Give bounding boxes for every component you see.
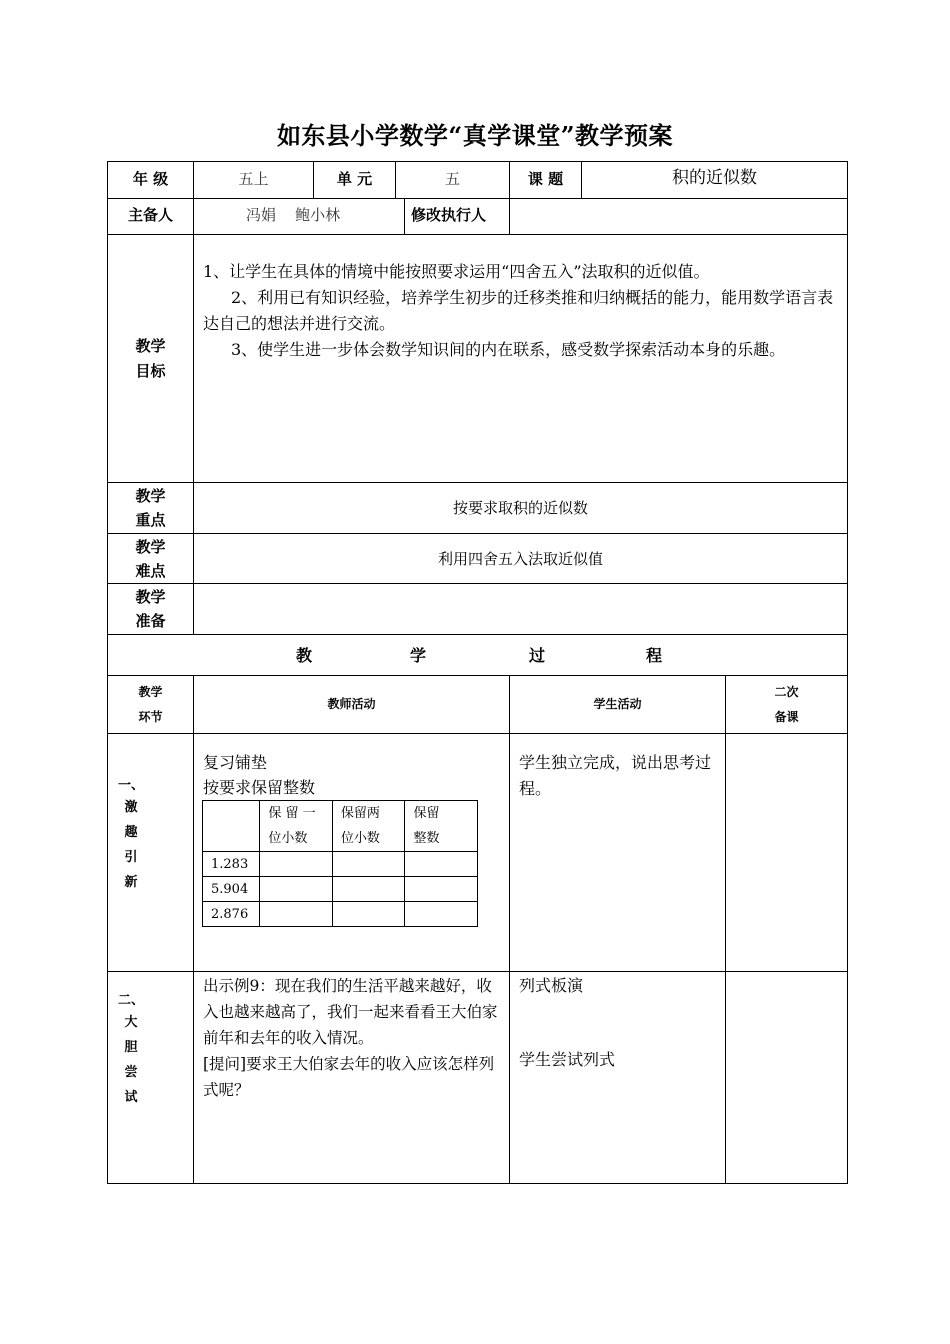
col-student: 学生活动 xyxy=(593,697,642,711)
stage-char: 一、 xyxy=(117,778,144,793)
table-cell xyxy=(260,877,333,902)
process-heading-char: 教 xyxy=(296,646,313,665)
table-header xyxy=(332,801,405,852)
table-corner xyxy=(203,801,260,852)
table-header-line: 位小数 xyxy=(340,831,380,846)
table-cell: 2.876 xyxy=(203,902,260,927)
section2-student-2: 学生尝试列式 xyxy=(519,1050,616,1069)
grade-label: 年 级 xyxy=(132,170,169,188)
reviser-label: 修改执行人 xyxy=(411,206,487,224)
stage-char: 试 xyxy=(124,1090,138,1105)
stage-char: 引 xyxy=(124,850,138,865)
goal-item-3: 3、使学生进一步体会数学知识间的内在联系，感受数学探索活动本身的乐趣。 xyxy=(231,340,786,359)
stage-char: 胆 xyxy=(124,1040,138,1055)
difficulty-label-2: 难点 xyxy=(135,562,166,580)
table-header-line: 整数 xyxy=(413,831,440,846)
goal-item-2: 2、利用已有知识经验，培养学生初步的迁移类推和归纳概括的能力，能用数学语言表达自己的想法并进行交流。 xyxy=(203,288,834,333)
col-teacher: 教师活动 xyxy=(327,697,376,711)
section2-teacher: 出示例9：现在我们的生活平越来越好，收入也越来越高了，我们一起来看看王大伯家前年和去年的收入情况。 [提问]要求王大伯家去年的收入应该怎样列式呢？ xyxy=(203,977,498,1099)
stage-char: 激 xyxy=(124,800,138,815)
table-row xyxy=(203,902,478,927)
table-cell xyxy=(405,852,478,877)
process-heading-char: 学 xyxy=(410,646,427,665)
stage-char: 趣 xyxy=(124,825,138,840)
key-point-label-1: 教学 xyxy=(135,487,166,505)
table-cell xyxy=(260,852,333,877)
table-cell xyxy=(260,902,333,927)
stage-char: 尝 xyxy=(124,1065,138,1080)
stage-char: 新 xyxy=(124,875,138,890)
table-header-line: 保留两 xyxy=(340,806,380,821)
process-heading-char: 过 xyxy=(529,646,546,665)
goal-item-1: 1、让学生在具体的情境中能按照要求运用“四舍五入”法取积的近似值。 xyxy=(203,262,710,281)
table-header-line: 保留 xyxy=(413,806,440,821)
key-point-value: 按要求取积的近似数 xyxy=(452,499,588,517)
table-cell xyxy=(405,902,478,927)
section1-teacher-line2: 按要求保留整数 xyxy=(203,778,316,797)
table-header xyxy=(260,801,333,852)
key-point-label-2: 重点 xyxy=(135,511,166,529)
table-cell xyxy=(332,902,405,927)
col-second-2: 备课 xyxy=(774,710,799,724)
goals-label-2: 目标 xyxy=(135,362,166,380)
preparation-label-2: 准备 xyxy=(135,612,166,630)
table-row xyxy=(203,877,478,902)
unit-label: 单 元 xyxy=(336,170,373,188)
stage-char: 大 xyxy=(124,1015,138,1030)
table-cell: 5.904 xyxy=(203,877,260,902)
preparer-label: 主备人 xyxy=(127,206,173,224)
col-second-1: 二次 xyxy=(774,685,799,699)
unit-value: 五 xyxy=(444,170,460,188)
table-header xyxy=(405,801,478,852)
difficulty-label-1: 教学 xyxy=(135,538,166,556)
grade-value: 五上 xyxy=(238,170,269,188)
stage-char: 二、 xyxy=(117,993,144,1008)
section1-teacher-line1: 复习铺垫 xyxy=(203,753,268,772)
topic-label: 课 题 xyxy=(527,170,564,188)
table-cell xyxy=(332,852,405,877)
goals-label-1: 教学 xyxy=(135,337,166,355)
section1-student: 学生独立完成，说出思考过程。 xyxy=(519,753,712,798)
col-stage-2: 环节 xyxy=(138,710,163,724)
table-header-line: 位小数 xyxy=(268,831,308,846)
table-cell: 1.283 xyxy=(203,852,260,877)
difficulty-value: 利用四舍五入法取近似值 xyxy=(437,550,603,568)
page-title: 如东县小学数学“真学课堂”教学预案 xyxy=(276,121,674,150)
col-stage-1: 教学 xyxy=(138,685,163,699)
table-header-line: 保 留 一 xyxy=(268,806,316,821)
topic-value: 积的近似数 xyxy=(672,168,757,188)
table-row xyxy=(203,852,478,877)
table-cell xyxy=(405,877,478,902)
table-cell xyxy=(332,877,405,902)
rounding-table xyxy=(202,800,478,927)
section2-student-1: 列式板演 xyxy=(519,976,584,995)
preparation-label-1: 教学 xyxy=(135,588,166,606)
preparer-value: 冯娟 鲍小林 xyxy=(246,206,341,224)
process-heading-char: 程 xyxy=(646,646,663,665)
